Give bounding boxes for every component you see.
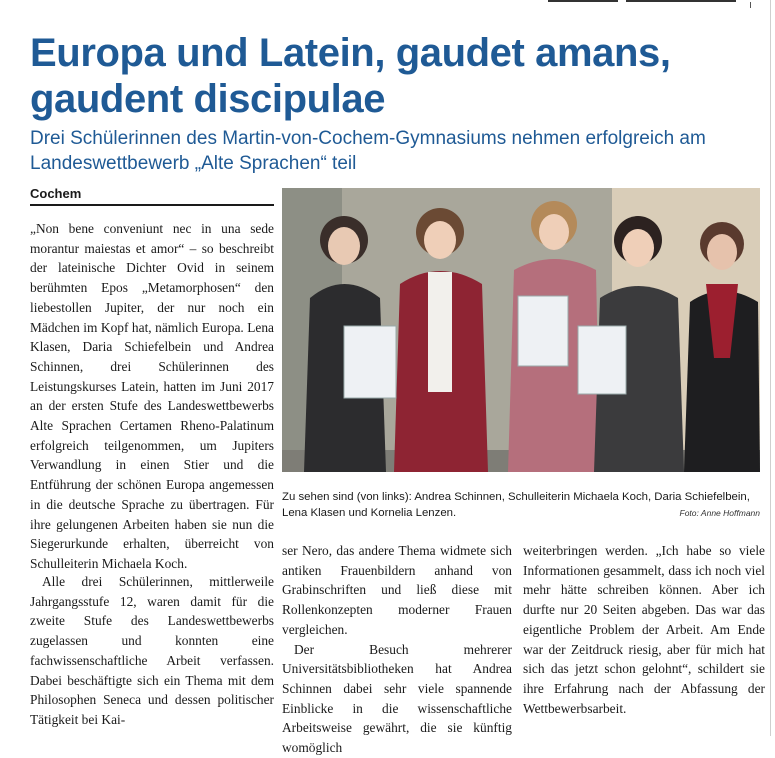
column-1-bottom: [30, 572, 274, 730]
paragraph: Alle drei Schülerinnen, mittlerweile Jahrgangsstufe 12, waren damit für die zweite Stufe des Landeswettbewerbs zugelassen und konnten eine fachwissenschaftliche Arbeit verfassen. Dabei beschäftigte sich ein Thema mit dem Philosophen Seneca und dessen politischer Tätigkeit bei Kai-: [30, 574, 274, 727]
paragraph: weiterbringen werden. „Ich habe so viele Informationen gesammelt, dass ich noch viel mehr hätte schreiben können. Aber ich durfte nur 20 Seiten abgeben. Das war das eigentliche Problem der Arbeit. Am Ende war der Zeitdruck riesig, aber für mich hat sich das jetzt schon gelohnt“, schildert sie ihre Erfahrung nach der Abfassung der Wettbewerbsarbeit.: [523, 543, 765, 716]
paragraph: Der Besuch mehrerer Universitätsbibliotheken hat Andrea Schinnen dabei sehr viele spannende Einblicke in die wissenschaftliche Arbeitsweise gewährt, die sie künftig womöglich: [282, 641, 512, 756]
column-2: [282, 541, 512, 758]
article-subtitle: Drei Schülerinnen des Martin-von-Cochem-Gymnasiums nehmen erfolgreich am Landeswettbewerb „Alte Sprachen“ teil: [30, 128, 706, 174]
corner-mark: [750, 2, 757, 8]
top-rule: [626, 0, 736, 2]
paragraph: ser Nero, das andere Thema widmete sich antiken Frauenbildern anhand von Grabinschriften und ließ diese mit Rollenkonzepten moderner Frauen vergleichen.: [282, 543, 512, 637]
column-3: [523, 541, 765, 718]
group-photo-illustration: [282, 188, 760, 472]
column-1-top: [30, 219, 274, 574]
dateline: Cochem: [30, 186, 274, 206]
top-rule: [548, 0, 618, 2]
paragraph: „Non bene conveniunt nec in una sede morantur maiestas et amor“ – so beschreibt der lateinische Dichter Ovid in seinem berühmten Epos „Metamorphosen“ den liebestollen Jupiter, der nur noch ein Mädchen im Kopf hat, nämlich Europa. Lena Klasen, Daria Schiefelbein und Andrea Schinnen, drei Schülerinnen des Leistungskurses Latein, hatten im Juni 2017 an der ersten Stufe des Landeswettbewerbs Alte Sprachen Certamen Rheno-Palatinum erfolgreich teilgenommen, um Jupiters Verwandlung in einen Stier und die Entführung der schönen Europa angemessen in die deutsche Sprache zu übertragen. Für ihre gelungenen Arbeiten haben sie nun die Siegerurkunde erhalten, überreicht von Schulleiterin Michaela Koch.: [30, 221, 274, 571]
photo-caption: Zu sehen sind (von links): Andrea Schinnen, Schulleiterin Michaela Koch, Daria Schiefelbein, Lena Klasen und Kornelia Lenzen.: [282, 491, 750, 519]
article-photo: [282, 188, 760, 472]
page-edge: [770, 0, 771, 736]
photo-credit: Foto: Anne Hoffmann: [679, 508, 760, 518]
article-headline: Europa und Latein, gaudet amans, gaudent discipulae: [30, 31, 671, 121]
